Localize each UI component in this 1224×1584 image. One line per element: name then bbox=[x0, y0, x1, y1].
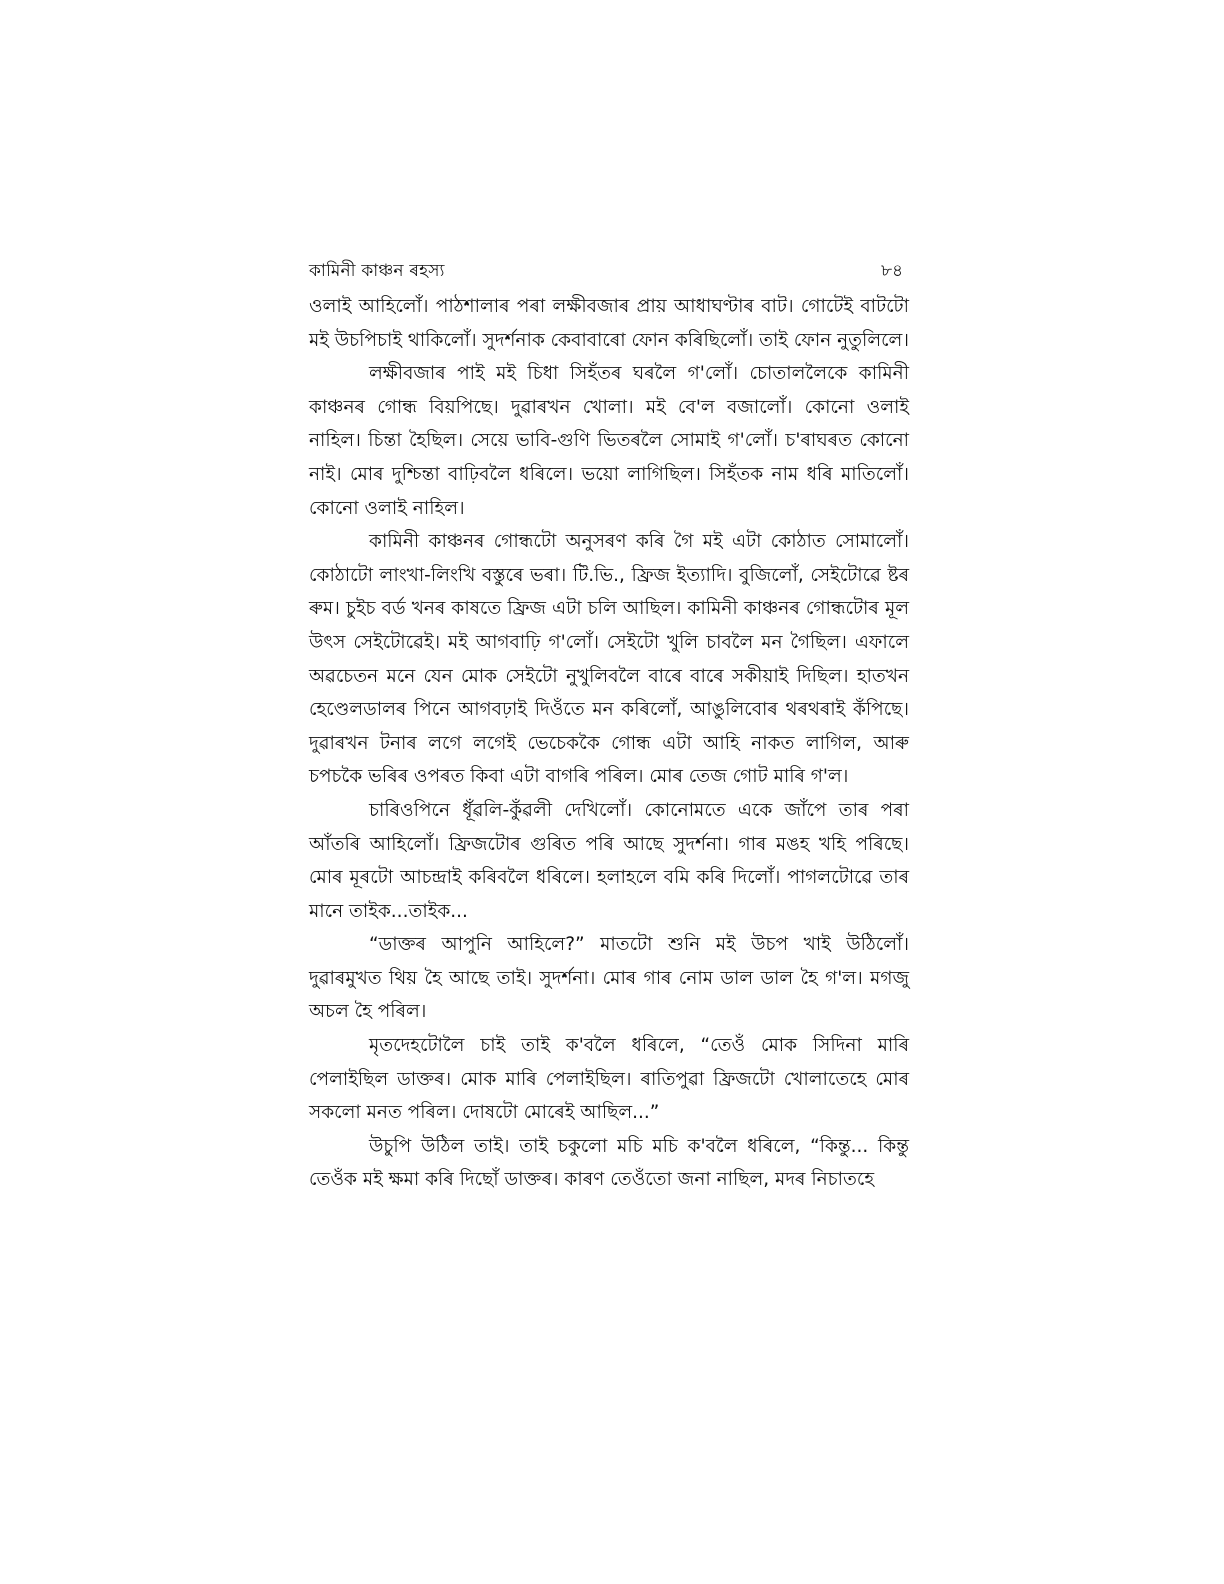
paragraph: চাৰিওপিনে ধূঁৱলি-কুঁৱলী দেখিলোঁ। কোনোমতে একে জাঁপে তাৰ পৰা আঁতৰি আহিলোঁ। ফ্ৰিজটোৰ গুৰিত পৰি আছে সুদৰ্শনা। গাৰ মঙহ খহি পৰিছে। মোৰ মূৰটো আচন্দ্ৰাই কৰিবলৈ ধৰিলে। হলাহলে বমি কৰি দিলোঁ। পাগলটোৱে তাৰ মানে তাইক...তাইক... bbox=[309, 799, 909, 922]
paragraph: মৃতদেহটোলৈ চাই তাই ক'বলৈ ধৰিলে, “তেওঁ মোক সিদিনা মাৰি পেলাইছিল ডাক্তৰ। মোক মাৰি পেলাইছিল। ৰাতিপুৱা ফ্ৰিজটো খোলাতেহে মোৰ সকলো মনত পৰিল। দোষটো মোৰেই আছিল...” bbox=[309, 1035, 909, 1124]
paragraph: কামিনী কাঞ্চনৰ গোন্ধটো অনুসৰণ কৰি গৈ মই এটা কোঠাত সোমালোঁ। কোঠাটো লাংখা-লিংখি বস্তুৰে ভৰা। টি.ভি., ফ্ৰিজ ইত্যাদি। বুজিলোঁ, সেইটোৱে ষ্টৰ ৰুম। চুইচ বৰ্ড খনৰ কাষতে ফ্ৰিজ এটা চলি আছিল। কামিনী কাঞ্চনৰ গোন্ধটোৰ মূল উৎস সেইটোৱেই। মই আগবাঢ়ি গ'লোঁ। সেইটো খুলি চাবলৈ মন গৈছিল। এফালে অৱচেতন মনে যেন মোক সেইটো নুখুলিবলৈ বাৰে বাৰে সকীয়াই দিছিল। হাতখন হেণ্ডেলডালৰ পিনে আগবঢ়াই দিওঁতে মন কৰিলোঁ, আঙুলিবোৰ থৰথৰাই কঁপিছে। দুৱাৰখন টনাৰ লগে লগেই ভেচেককৈ গোন্ধ এটা আহি নাকত লাগিল, আৰু চপচকৈ ভৰিৰ ওপৰত কিবা এটা বাগৰি পৰিল। মোৰ তেজ গোট মাৰি গ'ল। bbox=[309, 531, 909, 788]
paragraph: উচুপি উঠিল তাই। তাই চকুলো মচি মচি ক'বলৈ ধৰিলে, “কিন্তু... কিন্তু তেওঁক মই ক্ষমা কৰি দিছোঁ ডাক্তৰ। কাৰণ তেওঁতো জনা নাছিল, মদৰ নিচাতহে bbox=[309, 1135, 909, 1191]
page-number: ৮৪ bbox=[880, 261, 903, 281]
book-page bbox=[309, 258, 909, 1197]
paragraph: ওলাই আহিলোঁ। পাঠশালাৰ পৰা লক্ষীবজাৰ প্ৰায় আধাঘণ্টাৰ বাট। গোটেই বাটটো মই উচপিচাই থাকিলোঁ। সুদৰ্শনাক কেবাবাৰো ফোন কৰিছিলোঁ। তাই ফোন নুতুলিলে। bbox=[309, 296, 909, 351]
body-text bbox=[309, 290, 909, 1197]
running-header bbox=[309, 258, 909, 284]
paragraph: লক্ষীবজাৰ পাই মই চিধা সিহঁতৰ ঘৰলৈ গ'লোঁ। চোতাললৈকে কামিনী কাঞ্চনৰ গোন্ধ বিয়পিছে। দুৱাৰখন খোলা। মই বে'ল বজালোঁ। কোনো ওলাই নাহিল। চিন্তা হৈছিল। সেয়ে ভাবি-গুণি ভিতৰলৈ সোমাই গ'লোঁ। চ'ৰাঘৰত কোনো নাই। মোৰ দুশ্চিন্তা বাঢ়িবলৈ ধৰিলে। ভয়ো লাগিছিল। সিহঁতক নাম ধৰি মাতিলোঁ। কোনো ওলাই নাহিল। bbox=[309, 363, 909, 519]
book-title: কামিনী কাঞ্চন ৰহস্য bbox=[309, 261, 445, 281]
paragraph: “ডাক্তৰ আপুনি আহিলে?” মাতটো শুনি মই উচপ খাই উঠিলোঁ। দুৱাৰমুখত থিয় হৈ আছে তাই। সুদৰ্শনা। মোৰ গাৰ নোম ডাল ডাল হৈ গ'ল। মগজু অচল হৈ পৰিল। bbox=[309, 934, 909, 1023]
